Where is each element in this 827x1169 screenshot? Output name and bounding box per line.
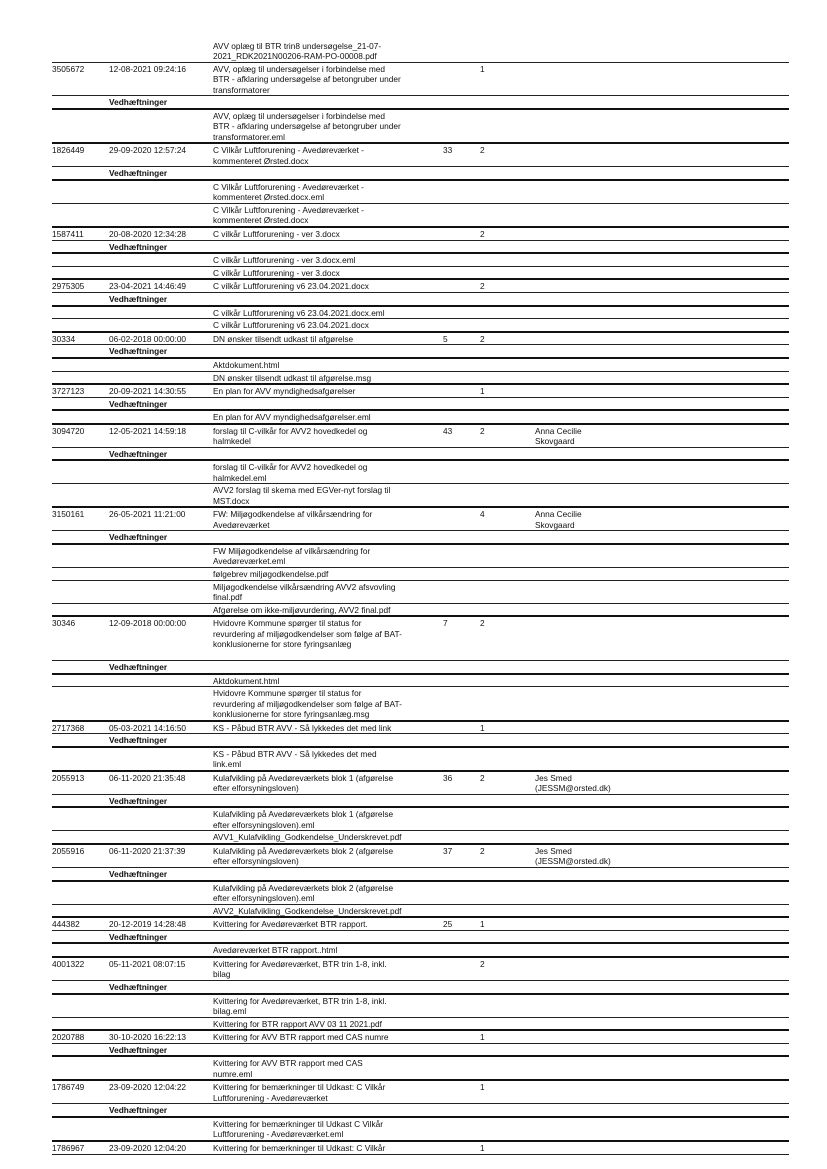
attachment-row: [52, 267, 789, 281]
record-id: 2717368: [52, 722, 85, 733]
record-date: 06-02-2018 00:00:00: [109, 333, 187, 344]
attachments-header-row: [52, 981, 789, 995]
record-row: [52, 1081, 789, 1104]
record-title-line: En plan for AVV myndighedsafgørelser: [213, 386, 356, 397]
record-title-line: bilag: [213, 969, 231, 980]
attachment-row: [52, 995, 789, 1018]
attachments-header: Vedhæftninger: [109, 293, 168, 304]
attachment-name-line: Kulafvikling på Avedøreværkets blok 2 (afgørelse: [213, 882, 394, 893]
record-count: 2: [480, 228, 485, 239]
attachment-row: [52, 181, 789, 204]
record-title-line: Kulafvikling på Avedøreværkets blok 2 (afgørelse: [213, 846, 394, 856]
attachments-header: Vedhæftninger: [109, 398, 168, 409]
record-row: [52, 845, 789, 868]
record-pages: 33: [443, 145, 453, 156]
record-count: 2: [480, 958, 485, 969]
attachment-row: [52, 319, 789, 333]
attachment-name-line: efter elforsyningsloven).eml: [213, 819, 315, 830]
record-id: 2020788: [52, 1032, 85, 1043]
attachment-name-line: 2021_RDK2021N00206-RAM-PO-00008.pdf: [213, 51, 377, 62]
record-date: 23-09-2020 12:04:22: [109, 1082, 187, 1093]
attachments-header-row: [52, 931, 789, 945]
attachment-name-line: Afgørelse om ikke-miljøvurdering, AVV2 final.pdf: [213, 604, 391, 615]
attachment-row: [52, 1018, 789, 1032]
record-title-line: Kvittering for bemærkninger til Udkast: C Vilkår: [213, 1142, 386, 1153]
attachment-row: [52, 254, 789, 267]
record-count: 2: [480, 846, 485, 856]
record-row: [52, 918, 789, 931]
attachments-header-row: [52, 167, 789, 181]
attachments-header-row: [52, 795, 789, 809]
record-title-line: revurdering af miljøgodkendelser som følge af BAT-: [213, 628, 402, 639]
record-count: 1: [480, 1032, 485, 1043]
record-title-line: kommenteret Ørsted.docx: [213, 155, 309, 166]
record-title-line: efter elforsyningsloven): [213, 856, 299, 867]
record-person-line: Anna Cecilie: [535, 509, 582, 520]
record-count: 2: [480, 281, 485, 292]
record-pages: 7: [443, 618, 448, 629]
attachment-name-line: C Vilkår Luftforurening - Avedøreværket -: [213, 204, 364, 215]
attachment-name-line: AVV2_Kulafvikling_Godkendelse_Underskrevet.pdf: [213, 905, 402, 916]
record-count: 2: [480, 333, 485, 344]
record-id: 3150161: [52, 509, 85, 520]
attachments-header: Vedhæftninger: [109, 981, 168, 992]
attachments-header: Vedhæftninger: [109, 241, 168, 252]
record-id: 1786749: [52, 1082, 85, 1093]
attachment-name-line: Kvittering for bemærkninger til Udkast C Vilkår: [213, 1118, 383, 1129]
record-title-line: efter elforsyningsloven): [213, 783, 299, 794]
record-date: 30-10-2020 16:22:13: [109, 1032, 187, 1043]
record-count: 1: [480, 1142, 485, 1153]
attachments-header: Vedhæftninger: [109, 532, 168, 543]
record-row: [52, 508, 789, 531]
attachment-name-line: halmkedel.eml: [213, 472, 267, 483]
record-title-line: Kvittering for Avedøreværket, BTR trin 1-8, inkl.: [213, 958, 387, 969]
record-title-line: Kulafvikling på Avedøreværkets blok 1 (afgørelse: [213, 772, 394, 783]
record-date: 29-09-2020 12:57:24: [109, 145, 187, 156]
record-pages: 37: [443, 846, 453, 856]
record-id: 1587411: [52, 228, 84, 239]
record-person-line: Skovgaard: [535, 519, 575, 530]
attachment-name-line: Hvidovre Kommune spørger til status for: [213, 688, 362, 699]
attachments-header: Vedhæftninger: [109, 931, 168, 942]
attachment-name-line: følgebrev miljøgodkendelse.pdf: [213, 569, 329, 580]
attachment-row: [52, 461, 789, 484]
attachment-name-line: DN ønsker tilsendt udkast til afgørelse.msg: [213, 372, 372, 383]
record-id: 1826449: [52, 145, 85, 156]
attachments-header-row: [52, 241, 789, 255]
attachment-name-line: bilag.eml: [213, 1005, 247, 1016]
attachment-row: [52, 204, 789, 228]
attachment-name-line: kommenteret Ørsted.docx: [213, 215, 309, 226]
attachments-header: Vedhæftninger: [109, 735, 168, 746]
attachments-header: Vedhæftninger: [109, 869, 168, 879]
attachment-name-line: numre.eml: [213, 1068, 253, 1079]
record-title-line: DN ønsker tilsendt udkast til afgørelse: [213, 333, 354, 344]
record-title-line: Kvittering for bemærkninger til Udkast: C Vilkår: [213, 1082, 386, 1093]
record-date: 12-08-2021 09:24:16: [109, 64, 187, 74]
attachments-header-row: [52, 1044, 789, 1058]
record-date: 23-04-2021 14:46:49: [109, 281, 187, 292]
attachments-header-row: [52, 661, 789, 675]
record-date: 12-05-2021 14:59:18: [109, 425, 187, 436]
record-id: 2055913: [52, 772, 85, 783]
attachment-row: [52, 545, 789, 568]
record-row: [52, 63, 789, 96]
record-count: 1: [480, 722, 485, 733]
attachment-row: [52, 604, 789, 618]
attachment-name-line: final.pdf: [213, 592, 243, 603]
attachment-row: [52, 944, 789, 958]
record-person-line: Jes Smed: [535, 772, 572, 783]
record-person-line: (JESSM@orsted.dk): [535, 783, 611, 794]
record-id: 3505672: [52, 64, 85, 74]
record-id: 444382: [52, 919, 80, 930]
record-date: 06-11-2020 21:37:39: [109, 846, 186, 856]
record-title-line: transformatorer: [213, 84, 270, 95]
record-count: 4: [480, 509, 485, 520]
record-count: 1: [480, 1082, 485, 1093]
attachment-row: [52, 1057, 789, 1081]
attachment-name-line: MST.docx: [213, 495, 250, 506]
record-title-line: BTR - afklaring undersøgelse af betongruber under: [213, 74, 401, 85]
attachment-name-line: AVV1_Kulafvikling_Godkendelse_Underskrevet.pdf: [213, 832, 402, 843]
attachment-name-line: revurdering af miljøgodkendelser som følge af BAT-: [213, 698, 402, 709]
attachment-name-line: transformatorer.eml: [213, 131, 285, 142]
attachment-name-line: BTR - afklaring undersøgelse af betongruber under: [213, 121, 401, 132]
attachment-name-line: AVV, oplæg til undersøgelser i forbindelse med: [213, 110, 386, 121]
attachment-row: [52, 484, 789, 508]
record-title-line: Avedøreværket: [213, 519, 270, 530]
attachment-name-line: Kvittering for BTR rapport AVV 03 11 2021.pdf: [213, 1018, 382, 1029]
attachment-name-line: AVV oplæg til BTR trin8 undersøgelse_21-07-: [213, 41, 382, 51]
attachments-header-row: [52, 531, 789, 545]
record-count: 2: [480, 618, 485, 629]
record-id: 2975305: [52, 281, 85, 292]
record-title-line: C vilkår Luftforurening v6 23.04.2021.docx: [213, 281, 369, 292]
record-title-line: KS - Påbud BTR AVV - Så lykkedes det med link: [213, 722, 392, 733]
attachment-name-line: kommenteret Ørsted.docx.eml: [213, 192, 325, 203]
attachment-name-line: link.eml: [213, 759, 242, 770]
record-row: [52, 385, 789, 398]
record-row: [52, 1031, 789, 1044]
record-row: [52, 144, 789, 167]
attachments-header-row: [52, 398, 789, 412]
attachments-header-row: [52, 734, 789, 748]
record-row: [52, 772, 789, 795]
attachment-name-line: Miljøgodkendelse vilkårsændring AVV2 afsvovling: [213, 581, 396, 592]
record-person-line: (JESSM@orsted.dk): [535, 856, 611, 867]
record-row: [52, 280, 789, 293]
record-date: 05-03-2021 14:16:50: [109, 722, 187, 733]
attachment-name-line: C vilkår Luftforurening v6 23.04.2021.docx: [213, 320, 369, 331]
attachment-name-line: Aktdokument.html: [213, 675, 280, 686]
attachment-name-line: Aktdokument.html: [213, 359, 280, 370]
record-date: 20-08-2020 12:34:28: [109, 228, 187, 239]
record-row: [52, 722, 789, 735]
record-id: 4001322: [52, 958, 85, 969]
attachment-row: [52, 581, 789, 604]
attachment-row: [52, 831, 789, 845]
attachment-name-line: Kulafvikling på Avedøreværkets blok 1 (afgørelse: [213, 809, 394, 820]
record-pages: 36: [443, 772, 453, 783]
record-row: [52, 958, 789, 981]
record-count: 1: [480, 64, 485, 74]
record-title-line: Hvidovre Kommune spørger til status for: [213, 618, 362, 629]
attachment-name-line: Luftforurening - Avedøreværket.eml: [213, 1129, 344, 1140]
attachments-header: Vedhæftninger: [109, 168, 168, 179]
record-date: 20-12-2019 14:28:48: [109, 919, 187, 930]
record-date: 26-05-2021 11:21:00: [109, 509, 186, 520]
record-title-line: C vilkår Luftforurening - ver 3.docx: [213, 228, 340, 239]
attachments-header-row: [52, 293, 789, 307]
attachment-name-line: Avedøreværket.eml: [213, 556, 286, 567]
record-id: 30346: [52, 618, 76, 629]
attachments-header: Vedhæftninger: [109, 97, 168, 108]
attachment-name-line: forslag til C-vilkår for AVV2 hovedkedel og: [213, 462, 368, 473]
attachments-header: Vedhæftninger: [109, 448, 168, 459]
attachment-row: [52, 359, 789, 372]
record-title-line: forslag til C-vilkår for AVV2 hovedkedel og: [213, 425, 368, 436]
record-title-line: C Vilkår Luftforurening - Avedøreværket -: [213, 145, 364, 156]
attachments-header-row: [52, 1104, 789, 1118]
record-count: 1: [480, 386, 485, 397]
record-title-line: Kvittering for Avedøreværket BTR rapport.: [213, 919, 368, 930]
record-pages: 25: [443, 919, 453, 930]
record-person-line: Jes Smed: [535, 846, 572, 856]
attachment-name-line: Kvittering for Avedøreværket, BTR trin 1-8, inkl.: [213, 995, 387, 1006]
record-person-line: Skovgaard: [535, 436, 575, 447]
attachment-row: [52, 687, 789, 721]
attachments-header: Vedhæftninger: [109, 662, 168, 673]
record-row: [52, 1142, 789, 1155]
record-id: 30334: [52, 333, 76, 344]
attachment-row: [52, 40, 789, 63]
record-date: 20-09-2021 14:30:55: [109, 386, 187, 397]
attachment-name-line: Kvittering for AVV BTR rapport med CAS: [213, 1058, 363, 1069]
attachments-header: Vedhæftninger: [109, 346, 168, 357]
record-row: [52, 425, 789, 448]
attachments-header: Vedhæftninger: [109, 795, 168, 806]
record-row: [52, 333, 789, 346]
attachments-header-row: [52, 96, 789, 110]
attachment-row: [52, 307, 789, 320]
record-count: 2: [480, 145, 485, 156]
record-title-line: AVV, oplæg til undersøgelser i forbindelse med: [213, 64, 386, 74]
record-id: 2055916: [52, 846, 85, 856]
attachment-name-line: efter elforsyningsloven).eml: [213, 892, 315, 903]
attachment-name-line: KS - Påbud BTR AVV - Så lykkedes det med: [213, 748, 377, 759]
record-title-line: konklusionerne for store fyringsanlæg: [213, 639, 352, 650]
attachment-name-line: AVV2 forslag til skema med EGVer-nyt forslag til: [213, 485, 391, 496]
record-pages: 5: [443, 333, 448, 344]
attachment-name-line: C Vilkår Luftforurening - Avedøreværket -: [213, 181, 364, 192]
record-row: [52, 228, 789, 241]
record-title-line: FW: Miljøgodkendelse af vilkårsændring for: [213, 509, 373, 520]
record-count: 1: [480, 919, 485, 930]
record-title-line: Kvittering for AVV BTR rapport med CAS numre: [213, 1032, 389, 1043]
record-id: 1786967: [52, 1142, 85, 1153]
record-date: 06-11-2020 21:35:48: [109, 772, 186, 783]
record-person-line: Anna Cecilie: [535, 425, 582, 436]
record-row: [52, 617, 789, 661]
record-count: 2: [480, 425, 485, 436]
attachment-row: [52, 675, 789, 688]
attachment-name-line: FW Miljøgodkendelse af vilkårsændring for: [213, 546, 371, 557]
document-table: [52, 40, 789, 1155]
record-date: 05-11-2021 08:07:15: [109, 958, 186, 969]
attachment-name-line: En plan for AVV myndighedsafgørelser.eml: [213, 412, 371, 423]
record-pages: 43: [443, 425, 453, 436]
attachment-row: [52, 110, 789, 144]
attachment-name-line: Avedøreværket BTR rapport..html: [213, 945, 338, 956]
record-date: 23-09-2020 12:04:20: [109, 1142, 187, 1153]
attachment-name-line: C vilkår Luftforurening - ver 3.docx.eml: [213, 255, 356, 266]
attachment-row: [52, 905, 789, 919]
attachment-row: [52, 1118, 789, 1142]
attachments-header-row: [52, 448, 789, 462]
attachment-row: [52, 568, 789, 581]
attachment-row: [52, 808, 789, 831]
attachments-header: Vedhæftninger: [109, 1105, 168, 1116]
attachment-name-line: C vilkår Luftforurening v6 23.04.2021.docx.eml: [213, 307, 385, 318]
record-title-line: Luftforurening - Avedøreværket: [213, 1092, 328, 1103]
record-count: 2: [480, 772, 485, 783]
attachment-row: [52, 372, 789, 386]
attachments-header-row: [52, 345, 789, 359]
record-id: 3727123: [52, 386, 85, 397]
attachment-name-line: C vilkår Luftforurening - ver 3.docx: [213, 267, 340, 278]
attachment-row: [52, 411, 789, 425]
attachments-header: Vedhæftninger: [109, 1044, 168, 1055]
record-id: 3094720: [52, 425, 85, 436]
record-title-line: halmkedel: [213, 436, 251, 447]
attachment-row: [52, 882, 789, 905]
attachment-row: [52, 748, 789, 772]
attachment-name-line: konklusionerne for store fyringsanlæg.msg: [213, 709, 370, 720]
attachments-header-row: [52, 868, 789, 882]
record-date: 12-09-2018 00:00:00: [109, 618, 187, 629]
